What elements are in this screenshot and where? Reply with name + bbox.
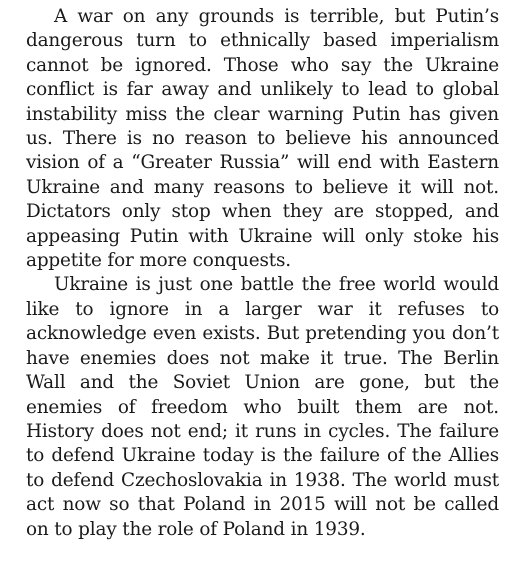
paragraph-2: Ukraine is just one battle the free world would like to ignore in a larger war it refuses to acknowledge even exists. But pretending you don’t have enemies does not make it true. The Berlin Wall and the Soviet Union are gone, but the enemies of freedom who built them are not. History does not end; it runs in cycles. The failure to defend Ukraine today is the failure of the Allies to defend Czechoslovakia in 1938. The world must act now so that Poland in 2015 will not be called on to play the role of Poland in 1939. bbox=[26, 274, 499, 540]
paragraph-1: A war on any grounds is terrible, but Putin’s dangerous turn to ethnically based imperialism cannot be ignored. Those who say the Ukraine conflict is far away and unlikely to lead to global instability miss the clear warning Putin has given us. There is no reason to believe his announced vision of a “Greater Russia” will end with Eastern Ukraine and many reasons to believe it will not. Dictators only stop when they are stopped, and appeasing Putin with Ukraine will only stoke his appetite for more conquests. bbox=[26, 6, 499, 272]
document-page bbox=[26, 5, 499, 542]
